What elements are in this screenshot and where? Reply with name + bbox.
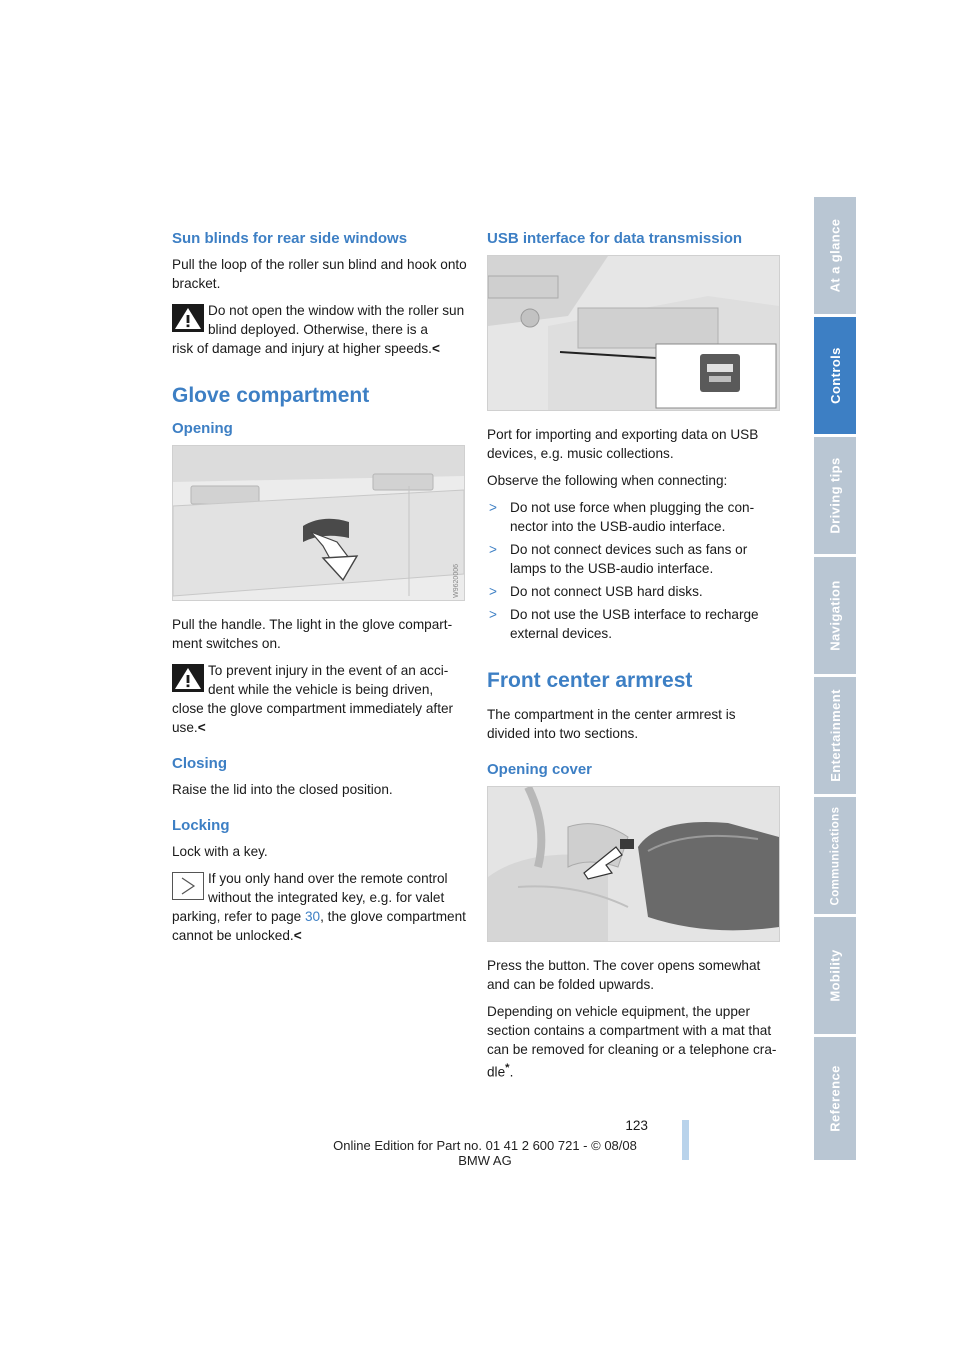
usb-heading: USB interface for data transmission <box>487 230 743 247</box>
note-arrow-icon <box>172 872 204 900</box>
warning-text-rest: risk of damage and injury at higher speeds. <box>172 341 432 356</box>
tab-label: Entertainment <box>827 689 843 782</box>
end-mark: < <box>293 928 302 943</box>
bullet-text: Do not use the USB interface to recharge external devices. <box>510 607 759 641</box>
opening-heading: Opening <box>172 420 233 437</box>
locking-text: Lock with a key. <box>172 844 268 859</box>
page-number: 123 <box>625 1118 648 1133</box>
cover-text-2 <box>487 1002 782 1082</box>
armrest-text: The compartment in the center armrest is divided into two sections. <box>487 707 736 741</box>
armrest-image <box>487 786 780 942</box>
bullet-text: Do not connect devices such as fans or lamps to the USB-audio interface. <box>510 542 748 576</box>
chapter-sidebar <box>814 197 856 1160</box>
bullet-mark: > <box>489 584 497 599</box>
glove-compartment-heading: Glove compartment <box>172 384 370 407</box>
period: . <box>509 1064 514 1080</box>
closing-text: Raise the lid into the closed position. <box>172 782 393 797</box>
glove-warning <box>172 661 467 737</box>
bullet-mark: > <box>489 500 497 515</box>
tab-label: Navigation <box>827 580 843 651</box>
sun-blinds-warning <box>172 301 467 358</box>
armrest-heading: Front center armrest <box>487 669 693 692</box>
bullet-text: Do not connect USB hard disks. <box>510 584 703 599</box>
warning-text-rest: close the glove compartment immediately after use. <box>172 701 454 735</box>
usb-image <box>487 255 780 411</box>
right-column <box>487 230 782 1090</box>
bullet-text: Do not use force when plugging the connector into the USB-audio interface. <box>510 500 755 534</box>
usb-bullets <box>487 498 782 643</box>
tab-mobility[interactable] <box>814 917 856 1034</box>
tab-reference[interactable] <box>814 1037 856 1160</box>
tab-label: At a glance <box>827 218 843 293</box>
bullet-mark: > <box>489 542 497 557</box>
tab-entertainment[interactable] <box>814 677 856 794</box>
note-text-a: parking, refer to page <box>172 909 305 924</box>
footer-text: Online Edition for Part no. 01 41 2 600 721 - © 08/08 BMW AG <box>333 1138 637 1168</box>
page-link[interactable]: 30 <box>305 909 321 924</box>
bullet-mark: > <box>489 607 497 622</box>
list-item <box>487 540 782 578</box>
armrest-illustration <box>488 787 779 941</box>
end-mark: < <box>431 341 440 356</box>
usb-illustration <box>488 256 779 410</box>
tab-label: Communications <box>829 806 842 905</box>
note-text-b: , the glove compartment cannot be unlocked. <box>172 909 466 943</box>
image-code: W9620006 <box>453 564 460 598</box>
left-column <box>172 230 467 953</box>
warning-text-first: Do not open the window with the roller sun blind deployed. Otherwise, there is a <box>208 303 465 337</box>
tab-navigation[interactable] <box>814 557 856 674</box>
sun-blinds-heading: Sun blinds for rear side windows <box>172 230 408 247</box>
cover-text-2-body: Depending on vehicle equipment, the upper section contains a compartment with a mat that can be removed for cleaning or a telephone cradle <box>487 1004 777 1080</box>
glove-compartment-image <box>172 445 465 601</box>
tab-label: Driving tips <box>827 457 843 534</box>
tab-label: Controls <box>827 347 843 404</box>
usb-observe: Observe the following when connecting: <box>487 473 728 488</box>
tab-communications[interactable] <box>814 797 856 914</box>
list-item <box>487 498 782 536</box>
tab-controls[interactable] <box>814 317 856 434</box>
tab-label: Mobility <box>827 949 843 1002</box>
footer-bar <box>682 1120 689 1160</box>
locking-heading: Locking <box>172 817 230 834</box>
warning-triangle-icon <box>172 664 204 692</box>
glove-compartment-illustration <box>173 446 464 600</box>
list-item <box>487 582 782 601</box>
note-text-first: If you only hand over the remote control without the integrated key, e.g. for valet <box>208 871 448 905</box>
warning-text-first: To prevent injury in the event of an accident while the vehicle is being driven, <box>208 663 449 697</box>
closing-heading: Closing <box>172 755 227 772</box>
cover-text-1: Press the button. The cover opens somewhat and can be folded upwards. <box>487 958 761 992</box>
opening-cover-heading: Opening cover <box>487 761 593 778</box>
sun-blinds-text: Pull the loop of the roller sun blind and hook onto bracket. <box>172 257 467 291</box>
tab-at-a-glance[interactable] <box>814 197 856 314</box>
locking-note <box>172 869 467 945</box>
list-item <box>487 605 782 643</box>
opening-text: Pull the handle. The light in the glove compartment switches on. <box>172 617 453 651</box>
warning-triangle-icon <box>172 304 204 332</box>
optional-star: * <box>505 1062 510 1074</box>
tab-label: Reference <box>827 1065 843 1132</box>
usb-text: Port for importing and exporting data on USB devices, e.g. music collections. <box>487 427 759 461</box>
end-mark: < <box>197 720 206 735</box>
tab-driving-tips[interactable] <box>814 437 856 554</box>
